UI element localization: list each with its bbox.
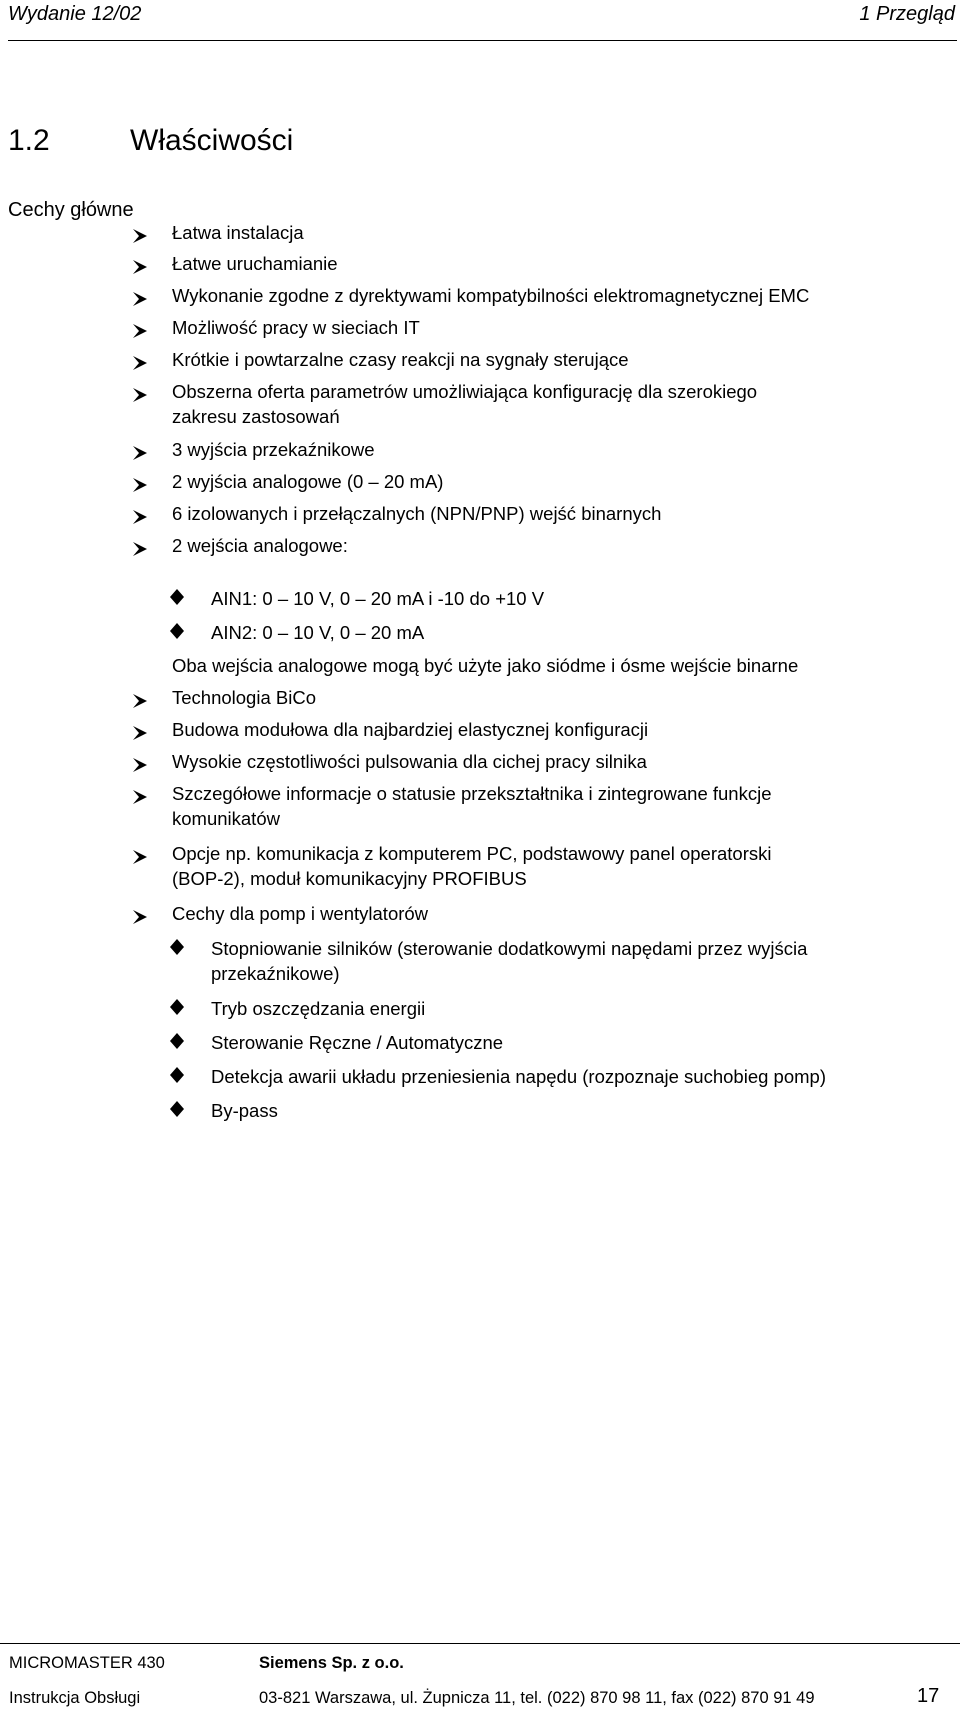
sub-list-item-text: Stopniowanie silników (sterowanie dodatkowymi napędami przez wyjścia — [211, 938, 808, 959]
diamond-bullet-icon — [170, 1067, 184, 1083]
list-item-continuation: zakresu zastosowań — [172, 406, 340, 427]
arrow-bullet-icon — [132, 228, 148, 244]
diamond-bullet-icon — [170, 999, 184, 1015]
section-title: Właściwości — [130, 124, 294, 157]
arrow-bullet-icon — [132, 725, 148, 741]
page-footer — [0, 1643, 960, 1720]
arrow-bullet-icon — [132, 477, 148, 493]
document-type: Instrukcja Obsługi — [9, 1689, 141, 1707]
list-item-text: 2 wyjścia analogowe (0 – 20 mA) — [172, 471, 444, 492]
section-number: 1.2 — [8, 124, 50, 157]
company-name: Siemens Sp. z o.o. — [259, 1654, 404, 1672]
sub-list-item-text: AIN1: 0 – 10 V, 0 – 20 mA i -10 do +10 V — [211, 588, 545, 609]
list-item-text: Cechy dla pomp i wentylatorów — [172, 903, 429, 924]
arrow-bullet-icon — [132, 445, 148, 461]
diamond-bullet-icon — [170, 1033, 184, 1049]
list-item-text: Krótkie i powtarzalne czasy reakcji na sygnały sterujące — [172, 349, 629, 370]
page-number: 17 — [917, 1685, 940, 1707]
arrow-bullet-icon — [132, 757, 148, 773]
company-address: 03-821 Warszawa, ul. Żupnicza 11, tel. (022) 870 98 11, fax (022) 870 91 49 — [259, 1689, 815, 1707]
product-name: MICROMASTER 430 — [9, 1654, 165, 1672]
diamond-bullet-icon — [170, 1101, 184, 1117]
arrow-bullet-icon — [132, 291, 148, 307]
arrow-bullet-icon — [132, 387, 148, 403]
list-item-text: 6 izolowanych i przełączalnych (NPN/PNP) wejść binarnych — [172, 503, 662, 524]
list-item-text: Technologia BiCo — [172, 687, 316, 708]
arrow-bullet-icon — [132, 259, 148, 275]
diamond-bullet-icon — [170, 623, 184, 639]
arrow-bullet-icon — [132, 509, 148, 525]
sub-list-item-continuation: przekaźnikowe) — [211, 963, 340, 984]
list-item-text: Łatwa instalacja — [172, 222, 304, 243]
sub-list-item-text: Sterowanie Ręczne / Automatyczne — [211, 1032, 504, 1053]
list-item-text: Szczegółowe informacje o statusie przekształtnika i zintegrowane funkcje — [172, 783, 772, 804]
diamond-bullet-icon — [170, 589, 184, 605]
list-item-text: Łatwe uruchamianie — [172, 253, 338, 274]
diamond-bullet-icon — [170, 939, 184, 955]
list-item-continuation: (BOP-2), moduł komunikacyjny PROFIBUS — [172, 868, 527, 889]
sub-list-item-text: Detekcja awarii układu przeniesienia napędu (rozpoznaje suchobieg pomp) — [211, 1066, 826, 1087]
arrow-bullet-icon — [132, 541, 148, 557]
arrow-bullet-icon — [132, 909, 148, 925]
sub-list-item-text: AIN2: 0 – 10 V, 0 – 20 mA — [211, 622, 425, 643]
list-item-text: Wykonanie zgodne z dyrektywami kompatybilności elektromagnetycznej EMC — [172, 285, 810, 306]
arrow-bullet-icon — [132, 355, 148, 371]
arrow-bullet-icon — [132, 849, 148, 865]
list-item-text: Wysokie częstotliwości pulsowania dla cichej pracy silnika — [172, 751, 647, 772]
arrow-bullet-icon — [132, 323, 148, 339]
main-features-heading: Cechy główne — [8, 199, 134, 221]
sub-list-item-text: Tryb oszczędzania energii — [211, 998, 426, 1019]
list-item-text: Budowa modułowa dla najbardziej elastycznej konfiguracji — [172, 719, 649, 740]
list-item-text: 3 wyjścia przekaźnikowe — [172, 439, 375, 460]
chapter-label: 1 Przegląd — [859, 3, 955, 25]
arrow-bullet-icon — [132, 693, 148, 709]
edition-label: Wydanie 12/02 — [8, 3, 142, 25]
list-item-continuation: komunikatów — [172, 808, 280, 829]
arrow-bullet-icon — [132, 789, 148, 805]
list-item-text: Opcje np. komunikacja z komputerem PC, podstawowy panel operatorski — [172, 843, 772, 864]
list-note-text: Oba wejścia analogowe mogą być użyte jako siódme i ósme wejście binarne — [172, 655, 799, 676]
list-item-text: Możliwość pracy w sieciach IT — [172, 317, 420, 338]
list-item-text: Obszerna oferta parametrów umożliwiająca konfigurację dla szerokiego — [172, 381, 758, 402]
list-item-text: 2 wejścia analogowe: — [172, 535, 348, 556]
sub-list-item-text: By-pass — [211, 1100, 278, 1121]
